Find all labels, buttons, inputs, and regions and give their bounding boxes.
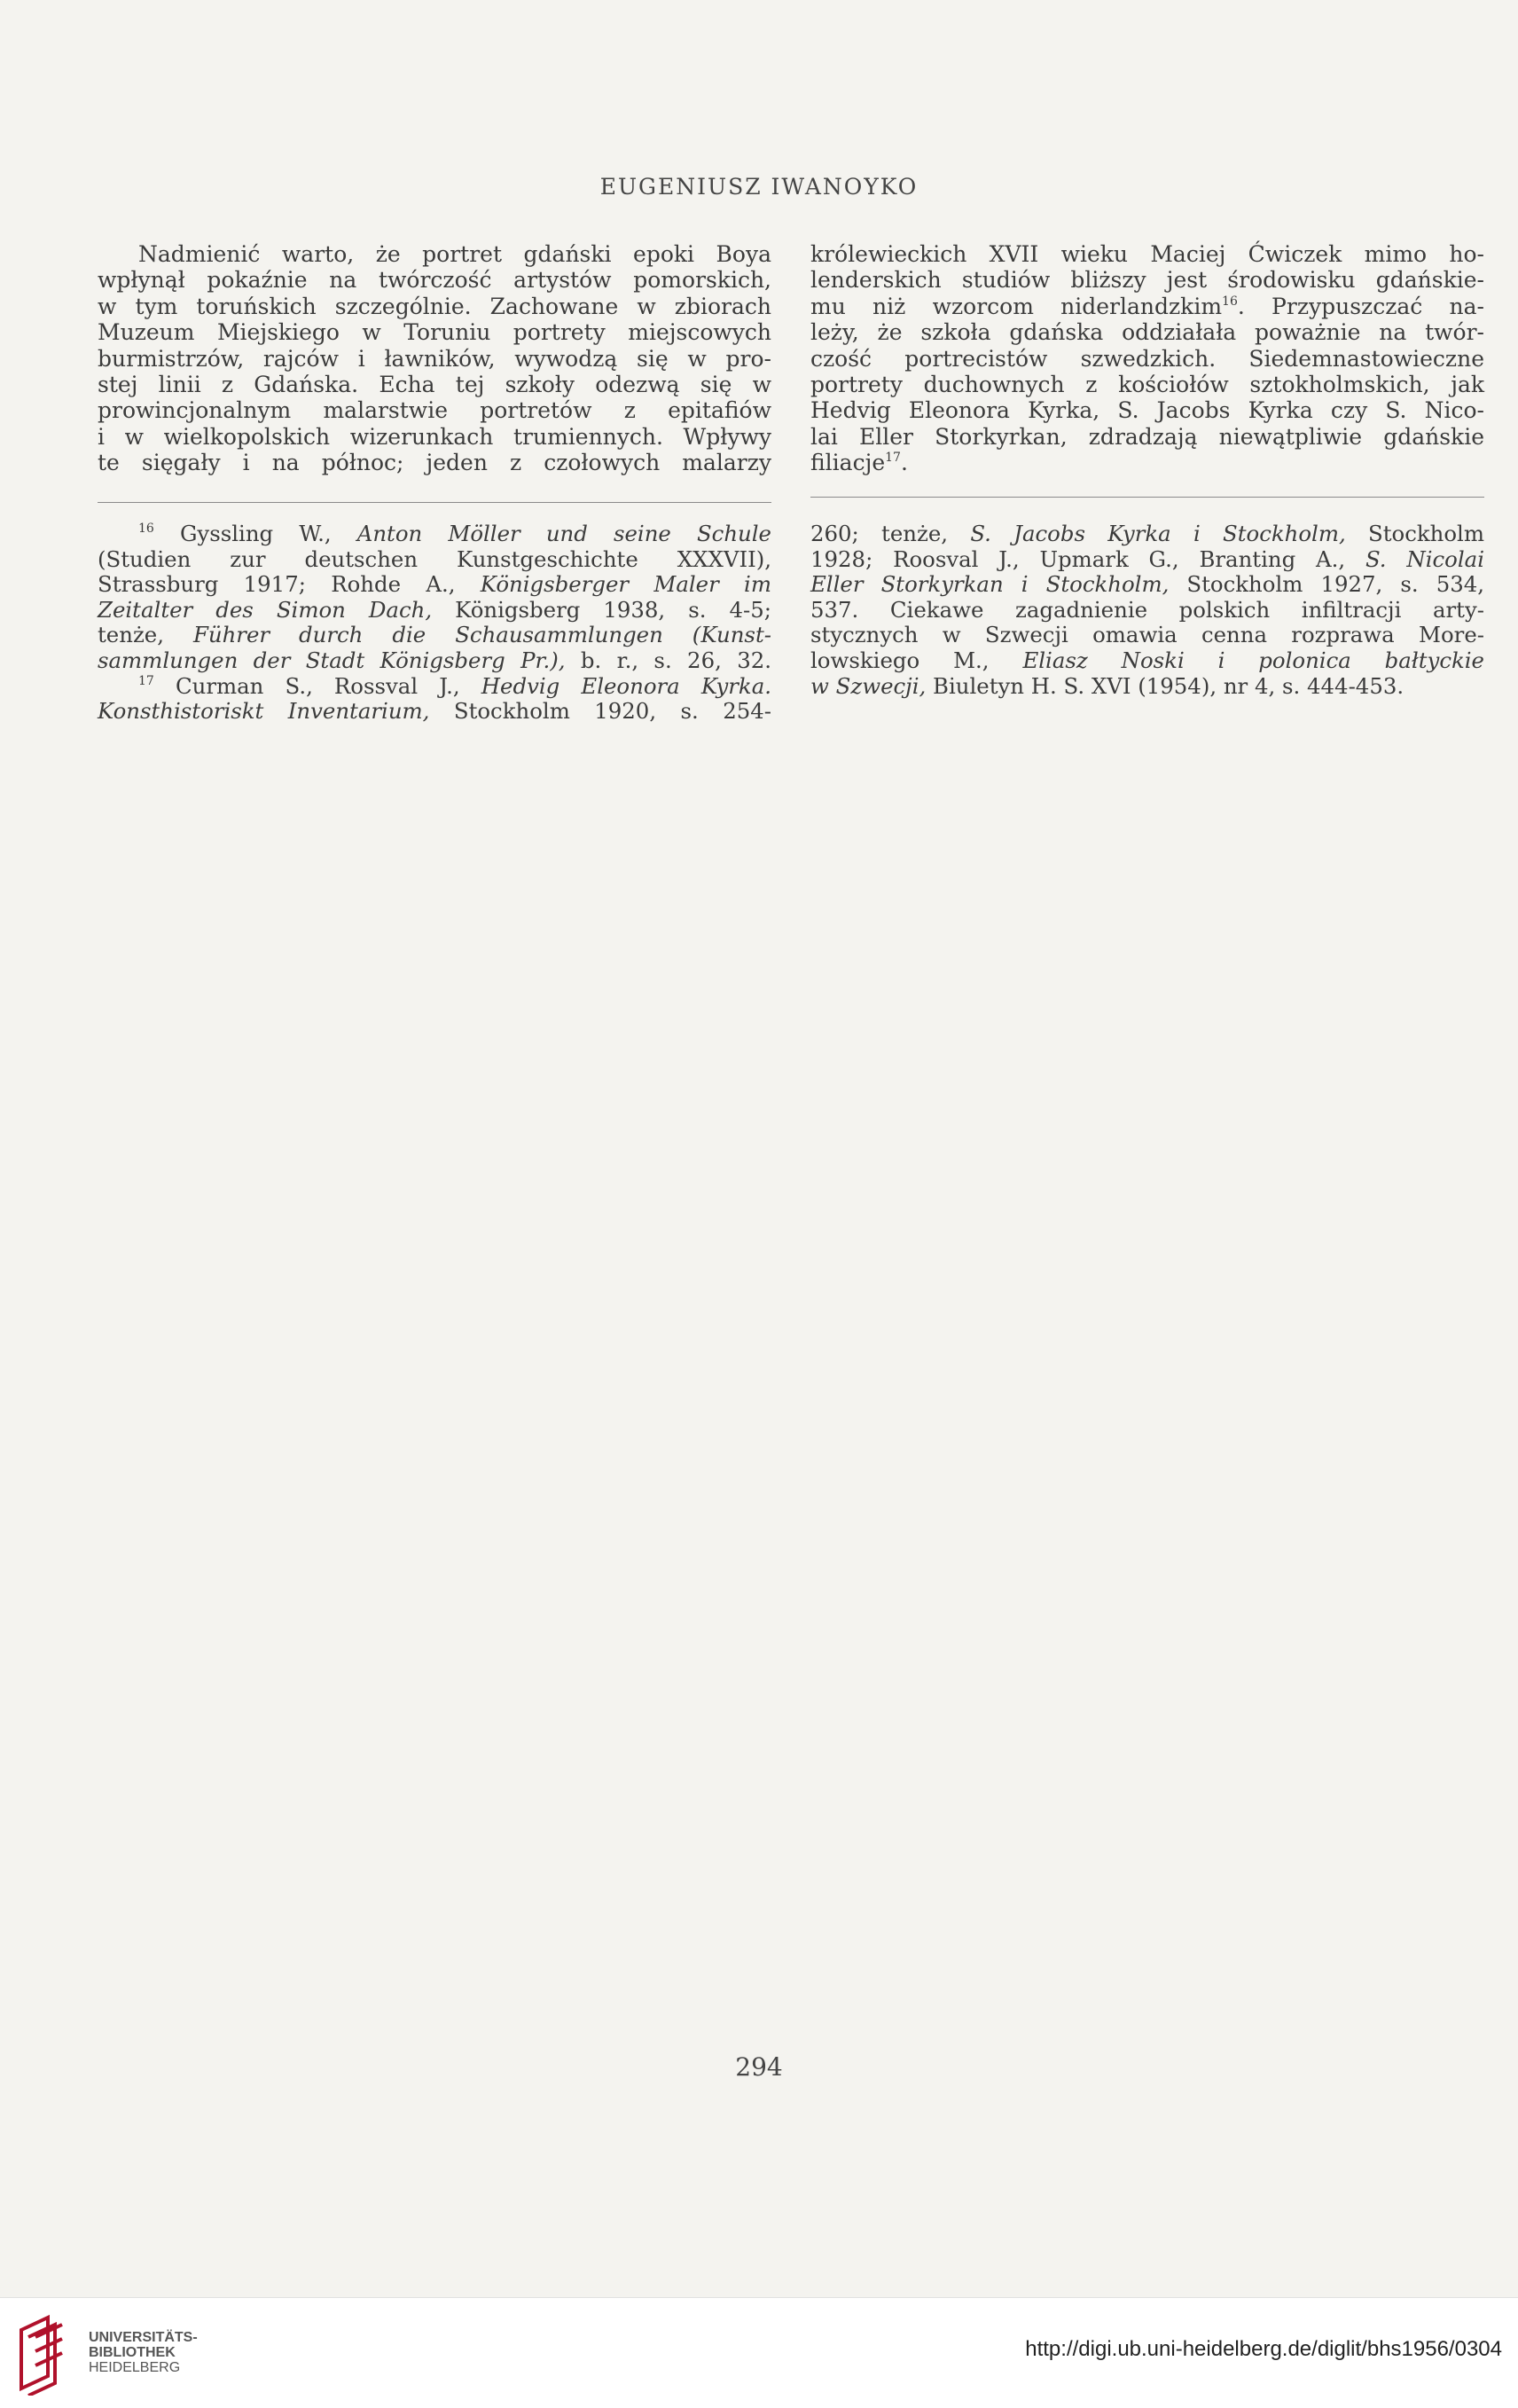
text-run: Strassburg 1917; Rohde A.,	[98, 571, 481, 598]
text-run-italic: S. Nicolai	[1365, 545, 1484, 572]
text-run: . Przypuszczać na-	[1237, 293, 1485, 319]
text-run: lowskiego M.,	[810, 647, 1023, 673]
text-run: Stockholm 1920, s. 254-	[429, 698, 771, 725]
text-line: w tym toruńskich szczególnie. Zachowane w zbiorach	[98, 293, 771, 319]
text-line	[810, 547, 1484, 573]
footnote-17	[98, 674, 771, 725]
text-line	[810, 522, 1484, 547]
library-footer	[0, 2297, 1518, 2408]
text-run: 1928; Roosval J., Upmark G., Branting A.,	[810, 545, 1365, 572]
text-line: Nadmienić warto, że portret gdański epoki Boya	[138, 241, 771, 267]
text-line: burmistrzów, rajców i ławników, wywodzą się w pro-	[98, 345, 771, 372]
footnote-16	[98, 522, 771, 674]
footnote-divider-left	[98, 502, 771, 503]
library-name	[89, 2330, 198, 2375]
left-column	[98, 241, 771, 476]
footnote-divider-right	[810, 497, 1484, 498]
text-run: Curman S., Rossval J.,	[175, 672, 481, 699]
right-column	[810, 241, 1484, 476]
text-line	[810, 648, 1484, 674]
text-line: prowincjonalnym malarstwie portretów z epitafiów	[98, 397, 771, 424]
text-run-italic: Konsthistoriskt Inventarium,	[98, 698, 430, 725]
text-line	[98, 522, 771, 547]
text-line	[810, 674, 1484, 700]
text-run-italic: sammlungen der Stadt Königsberg Pr.),	[98, 647, 566, 673]
page-number: 294	[735, 2052, 783, 2082]
text-line	[98, 598, 771, 624]
text-run-italic: S. Jacobs Kyrka i Stockholm,	[970, 521, 1346, 546]
text-line: czość portrecistów szwedzkich. Siedemnastowieczne	[810, 345, 1484, 372]
text-line	[98, 674, 771, 700]
text-run: filiacje	[810, 450, 886, 476]
text-line: leży, że szkoła gdańska oddziałała poważnie na twór-	[810, 319, 1484, 346]
text-line	[810, 450, 1484, 475]
text-run-italic: Königsberger Maler im	[480, 571, 771, 598]
text-run: 260; tenże,	[810, 521, 971, 546]
text-run: Stockholm 1927, s. 534,	[1169, 571, 1485, 598]
footnote-ref: 17	[885, 451, 901, 466]
text-run-italic: Hedvig Eleonora Kyrka.	[481, 672, 771, 699]
text-line: stej linii z Gdańska. Echa tej szkoły odezwą się w	[98, 372, 771, 398]
footnote-ref: 16	[1222, 294, 1238, 309]
text-run: Biuletyn H. S. XVI (1954), nr 4, s. 444-453.	[926, 672, 1405, 699]
right-body-paragraph	[810, 241, 1484, 476]
library-name-line: BIBLIOTHEK	[89, 2345, 176, 2360]
text-line	[98, 572, 771, 598]
library-logo-icon	[12, 2310, 92, 2396]
text-line: królewieckich XVII wieku Maciej Ćwiczek mimo ho-	[810, 241, 1484, 267]
text-run-italic: Eliasz Noski i polonica bałtyckie	[1022, 647, 1484, 673]
footnote-marker: 16	[138, 522, 154, 536]
text-run: tenże,	[98, 622, 193, 648]
text-line	[98, 623, 771, 648]
text-line	[810, 572, 1484, 598]
text-line: i w wielkopolskich wizerunkach trumiennych. Wpływy	[98, 423, 771, 450]
text-line	[98, 699, 771, 725]
text-run-italic: w Szwecji,	[810, 672, 927, 699]
text-run-italic: Führer durch die Schausammlungen (Kunst-	[192, 622, 771, 648]
text-run-italic: Eller Storkyrkan i Stockholm,	[810, 571, 1170, 598]
text-line: te sięgały i na północ; jeden z czołowych malarzy	[98, 450, 771, 476]
text-line: wpłynął pokaźnie na twórczość artystów pomorskich,	[98, 267, 771, 294]
text-line: portrety duchownych z kościołów sztokholmskich, jak	[810, 372, 1484, 398]
text-line: lenderskich studiów bliższy jest środowisku gdańskie-	[810, 267, 1484, 294]
text-run: Königsberg 1938, s. 4-5;	[432, 596, 771, 623]
library-name-line: UNIVERSITÄTS-	[89, 2330, 198, 2345]
text-run: .	[900, 450, 908, 476]
text-run-italic: Zeitalter des Simon Dach,	[98, 596, 433, 623]
text-line	[810, 294, 1484, 319]
text-run: b. r., s. 26, 32.	[565, 647, 771, 673]
running-head: EUGENIUSZ IWANOYKO	[599, 174, 919, 200]
text-line: 537. Ciekawe zagadnienie polskich infiltracji arty-	[810, 596, 1484, 623]
text-run-italic: Anton Möller und seine Schule	[356, 521, 771, 546]
left-footnotes	[98, 522, 771, 725]
text-line	[98, 648, 771, 674]
footnote-marker: 17	[138, 673, 154, 688]
text-run: Stockholm	[1345, 521, 1484, 546]
text-line: lai Eller Storkyrkan, zdradzają niewątpliwie gdańskie	[810, 423, 1484, 450]
text-line: Hedvig Eleonora Kyrka, S. Jacobs Kyrka czy S. Nico-	[810, 397, 1484, 424]
library-name-line: HEIDELBERG	[89, 2360, 181, 2375]
left-body-paragraph	[98, 241, 771, 476]
right-footnotes	[810, 522, 1484, 699]
text-run: mu niż wzorcom niderlandzkim	[810, 293, 1223, 319]
text-line: stycznych w Szwecji omawia cenna rozprawa More-	[810, 622, 1484, 648]
text-run: Gyssling W.,	[179, 521, 357, 546]
text-line: (Studien zur deutschen Kunstgeschichte XXXVII),	[98, 545, 771, 572]
text-line: Muzeum Miejskiego w Toruniu portrety miejscowych	[98, 319, 771, 346]
footnote-17-continued	[810, 522, 1484, 699]
permalink-url[interactable]: http://digi.ub.uni-heidelberg.de/diglit/bhs1956/0304	[1025, 2337, 1502, 2361]
